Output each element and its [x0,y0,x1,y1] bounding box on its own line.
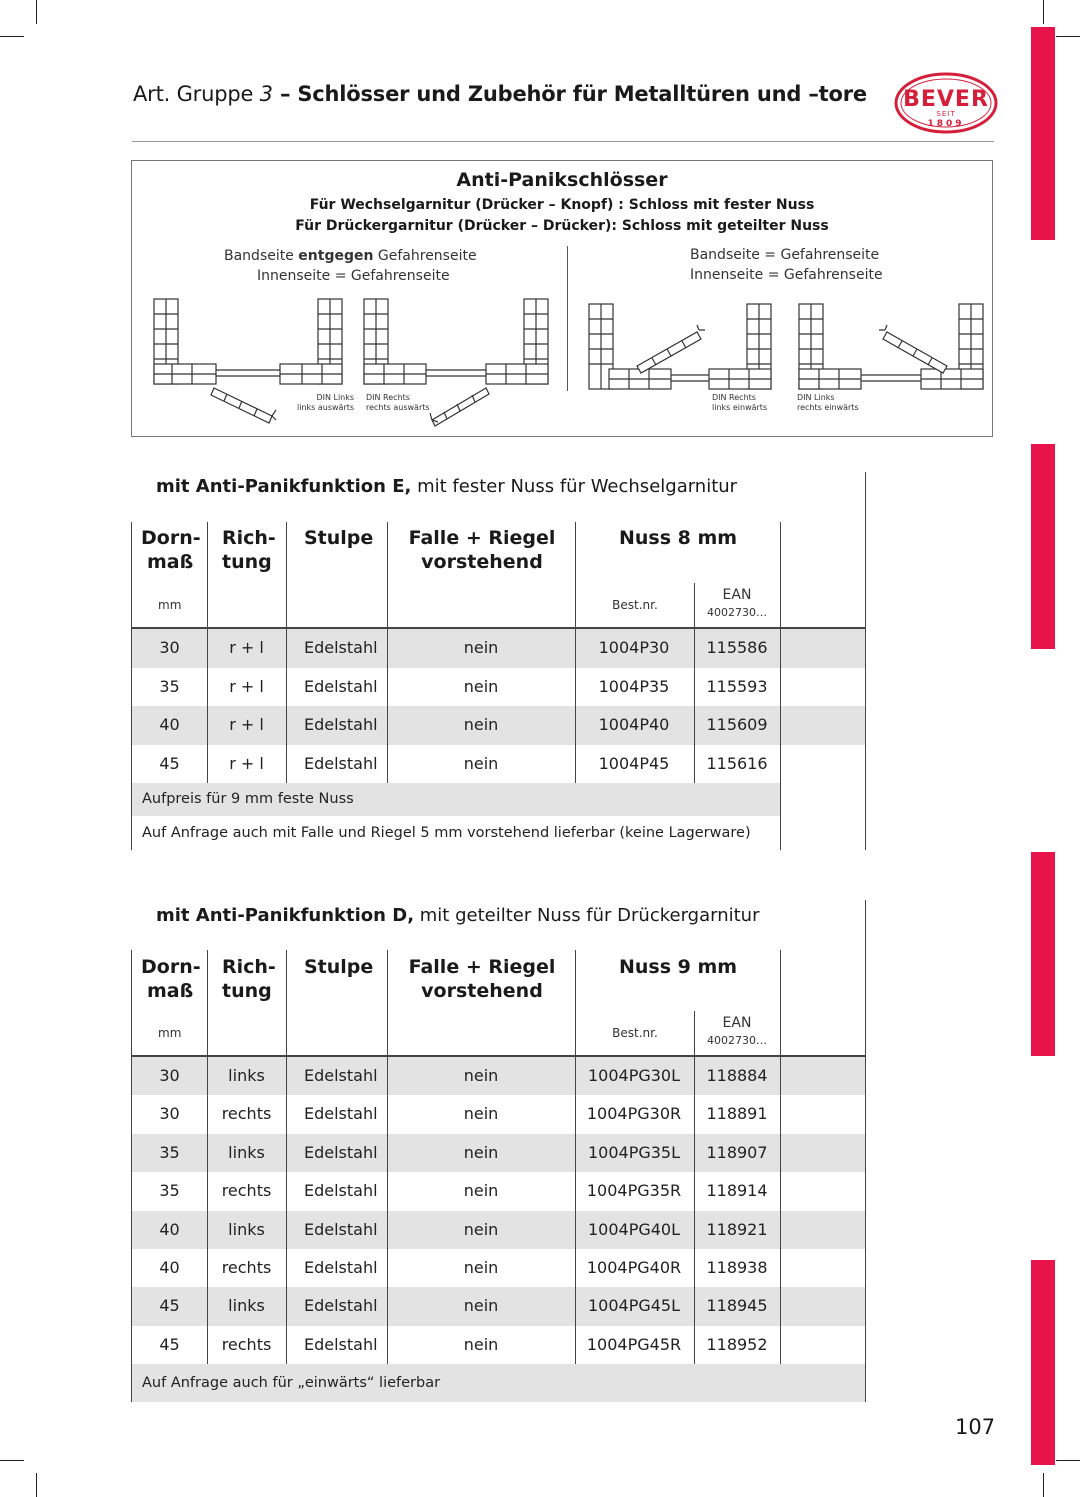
table-d-title-bold: mit Anti-Panikfunktion D, [156,905,415,926]
register-tab [1031,27,1055,240]
table-row [132,629,866,668]
table-e-col-line [286,522,287,783]
cell-falle: nein [463,1258,499,1277]
header-dorn-1: Dorn- [141,527,201,549]
cell-falle: nein [463,1066,499,1085]
diagram-label-2-line2: rechts auswärts [366,403,430,412]
header-ean: EAN [722,587,752,603]
header-falle [388,955,576,1003]
crop-mark [0,1460,24,1461]
table-row [132,668,866,707]
cell-stulpe: Edelstahl [304,1066,378,1085]
left-caption-pre: Bandseite [224,248,299,264]
header-bestnr: Best.nr. [612,1026,658,1040]
bever-logo [894,72,998,134]
header-ean-prefix: 4002730… [707,606,767,619]
header-ean: EAN [722,1015,752,1031]
table-e-right-border [865,472,866,850]
table-d-col-line [387,950,388,1364]
diagram-label-3-line1: DIN Rechts [712,393,756,402]
header-bestnr: Best.nr. [612,598,658,612]
header-prefix: Art. Gruppe [133,82,260,106]
table-row [132,1211,866,1249]
crop-mark [36,1473,37,1497]
cell-dorn: 30 [159,1066,180,1085]
cell-stulpe: Edelstahl [304,1334,378,1354]
diagram-label-3 [712,393,767,413]
cell-stulpe: Edelstahl [304,753,378,773]
cell-ean: 118914 [706,1181,768,1201]
cell-richtung: links [228,1066,265,1085]
table-d-header-rule [132,1055,866,1057]
header-dorn-2: maß [147,980,194,1002]
cell-dorn: 45 [159,753,180,773]
cell-dorn: 35 [159,676,180,696]
right-caption-line1: Bandseite = Gefahrenseite [690,247,880,263]
header-richtung-2: tung [222,551,272,573]
table-e-col-line [575,522,576,783]
page-header [133,82,867,106]
diagram-label-1 [297,393,354,413]
cell-falle: nein [463,1142,499,1162]
cell-richtung: r + l [229,715,264,734]
register-tab [1031,852,1055,1056]
header-richtung-1: Rich- [222,956,276,978]
cell-dorn: 30 [159,638,180,657]
header-dorn-1: Dorn- [141,956,201,978]
register-tab [1031,1260,1055,1465]
table-e-col-line [207,522,208,783]
header-dash: – [272,82,298,106]
diagram-label-4-line1: DIN Links [797,393,835,402]
crop-mark [36,0,37,24]
table-d-col-line [575,950,576,1364]
cell-stulpe: Edelstahl [304,1142,378,1162]
table-e-header-rule [132,627,866,629]
table-d-title-rest: mit geteilter Nuss für Drückergarnitur [414,905,760,926]
cell-richtung: rechts [221,1334,272,1354]
cell-falle: nein [463,715,499,734]
cell-bestnr: 1004PG45L [587,1296,681,1316]
door-diagrams-inward [587,294,987,434]
cell-richtung: r + l [229,638,264,657]
cell-dorn: 45 [159,1334,180,1354]
right-caption-line2: Innenseite = Gefahrenseite [690,267,883,283]
cell-dorn: 35 [159,1181,180,1201]
cell-dorn: 45 [159,1296,180,1316]
header-unit: mm [158,1026,182,1040]
table-row [132,706,866,745]
caption-divider [567,246,568,391]
cell-ean: 118945 [706,1296,768,1316]
left-caption-line2: Innenseite = Gefahrenseite [257,268,450,284]
header-rule [132,141,994,142]
cell-bestnr: 1004PG40L [587,1219,681,1239]
diagram-label-4-line2: rechts einwärts [797,403,859,412]
anti-panik-line2: Für Drückergarnitur (Drücker – Drücker): Schloss mit geteilter Nuss [295,218,829,234]
header-stulpe: Stulpe [304,527,374,549]
crop-mark [1043,0,1044,24]
cell-falle: nein [463,1104,499,1124]
crop-mark [1056,1460,1080,1461]
cell-dorn: 40 [159,1219,180,1239]
header-falle [388,526,576,574]
header-stulpe: Stulpe [304,956,374,978]
cell-richtung: rechts [221,1104,272,1124]
svg-text:SEIT: SEIT [936,110,956,118]
cell-stulpe: Edelstahl [304,1258,378,1277]
cell-stulpe: Edelstahl [304,1104,378,1124]
crop-mark [1056,36,1080,37]
cell-bestnr: 1004PG35R [586,1181,682,1201]
cell-bestnr: 1004P45 [598,753,670,773]
cell-ean: 118952 [706,1334,768,1354]
svg-text:1809: 1809 [927,119,965,129]
cell-bestnr: 1004PG40R [586,1258,682,1277]
header-nuss: Nuss 9 mm [618,956,738,978]
header-nuss: Nuss 8 mm [618,527,738,549]
table-row [132,1287,866,1325]
header-richtung-2: tung [222,980,272,1002]
cell-stulpe: Edelstahl [304,1219,378,1239]
table-row [132,1134,866,1172]
header-richtung [222,526,276,574]
cell-falle: nein [463,676,499,696]
cell-falle: nein [463,1219,499,1239]
table-d-col-line [780,950,781,1364]
header-ean-prefix: 4002730… [707,1034,767,1047]
table-e-note1: Aufpreis für 9 mm feste Nuss [132,783,780,816]
cell-falle: nein [463,1296,499,1316]
cell-richtung: r + l [229,753,264,773]
table-e-col-line [694,583,695,783]
cell-ean: 115593 [706,676,768,696]
cell-richtung: links [228,1219,265,1239]
cell-stulpe: Edelstahl [304,1181,378,1201]
cell-richtung: rechts [221,1258,272,1277]
cell-bestnr: 1004P30 [598,638,670,657]
table-e-left-border [131,522,132,850]
table-row [132,1249,866,1287]
header-dorn-2: maß [147,551,194,573]
table-d-left-border [131,950,132,1402]
cell-stulpe: Edelstahl [304,1296,378,1316]
cell-bestnr: 1004PG30R [586,1104,682,1124]
left-caption-post: Gefahrenseite [373,248,477,264]
table-e-title-rest: mit fester Nuss für Wechselgarnitur [411,476,738,497]
header-title: Schlösser und Zubehör für Metalltüren und –tore [297,82,867,106]
table-row [132,1095,866,1133]
cell-falle: nein [463,1181,499,1201]
header-richtung-1: Rich- [222,527,276,549]
diagram-label-4 [797,393,859,413]
cell-ean: 118907 [706,1142,768,1162]
cell-bestnr: 1004PG30L [587,1066,681,1085]
header-falle-2: vorstehend [421,551,543,573]
cell-bestnr: 1004PG35L [587,1142,681,1162]
table-row [132,1057,866,1095]
diagram-label-2 [366,393,430,413]
diagram-label-2-line1: DIN Rechts [366,393,410,402]
cell-ean: 118884 [706,1066,768,1085]
table-d-title [156,905,760,926]
table-e-title-bold: mit Anti-Panikfunktion E, [156,476,412,497]
cell-ean: 115586 [706,638,768,657]
header-dorn [141,955,201,1003]
table-row [132,745,866,784]
cell-richtung: r + l [229,676,264,696]
table-row [132,1326,866,1364]
door-diagrams-outward [152,294,552,434]
cell-dorn: 30 [159,1104,180,1124]
header-richtung [222,955,276,1003]
cell-bestnr: 1004P40 [598,715,670,734]
cell-dorn: 35 [159,1142,180,1162]
left-caption-bold: entgegen [298,248,374,264]
cell-dorn: 40 [159,715,180,734]
cell-bestnr: 1004PG45R [586,1334,682,1354]
page-number: 107 [955,1415,996,1439]
anti-panik-box [131,160,993,437]
anti-panik-line1: Für Wechselgarnitur (Drücker – Knopf) : Schloss mit fester Nuss [309,197,815,213]
table-row [132,1172,866,1210]
cell-falle: nein [463,1334,499,1354]
table-d-col-line [694,1011,695,1364]
cell-stulpe: Edelstahl [304,676,378,696]
cell-ean: 118891 [706,1104,768,1124]
crop-mark [1043,1473,1044,1497]
table-d-note1: Auf Anfrage auch für „einwärts“ lieferbar [132,1364,866,1402]
table-e-title [156,476,737,497]
table-e-col-line [387,522,388,783]
diagram-label-3-line2: links einwärts [712,403,768,412]
header-falle-1: Falle + Riegel [408,956,556,978]
cell-ean: 115616 [706,753,768,773]
diagram-label-1-line2: links auswärts [297,403,355,412]
diagram-label-1-line1: DIN Links [316,393,355,402]
table-d-col-line [207,950,208,1364]
left-caption-line1 [224,248,477,264]
cell-richtung: rechts [221,1181,272,1201]
header-falle-1: Falle + Riegel [408,527,556,549]
register-tab [1031,444,1055,649]
table-d-right-border [865,900,866,1402]
cell-dorn: 40 [159,1258,180,1277]
crop-mark [0,36,24,37]
cell-richtung: links [228,1296,265,1316]
table-d-col-line [286,950,287,1364]
anti-panik-title: Anti-Panikschlösser [456,169,668,191]
header-dorn [141,526,201,574]
table-e-col-line [780,522,781,850]
cell-falle: nein [463,753,499,773]
header-group-number: 3 [259,82,273,106]
svg-text:BEVER: BEVER [903,87,989,112]
header-falle-2: vorstehend [421,980,543,1002]
cell-stulpe: Edelstahl [304,715,378,734]
cell-richtung: links [228,1142,265,1162]
cell-bestnr: 1004P35 [598,676,670,696]
table-e-note2: Auf Anfrage auch mit Falle und Riegel 5 mm vorstehend lieferbar (keine Lagerware) [142,825,751,841]
cell-ean: 115609 [706,715,768,734]
cell-falle: nein [463,638,499,657]
cell-stulpe: Edelstahl [304,638,378,657]
header-unit: mm [158,598,182,612]
cell-ean: 118921 [706,1219,768,1239]
cell-ean: 118938 [706,1258,768,1277]
